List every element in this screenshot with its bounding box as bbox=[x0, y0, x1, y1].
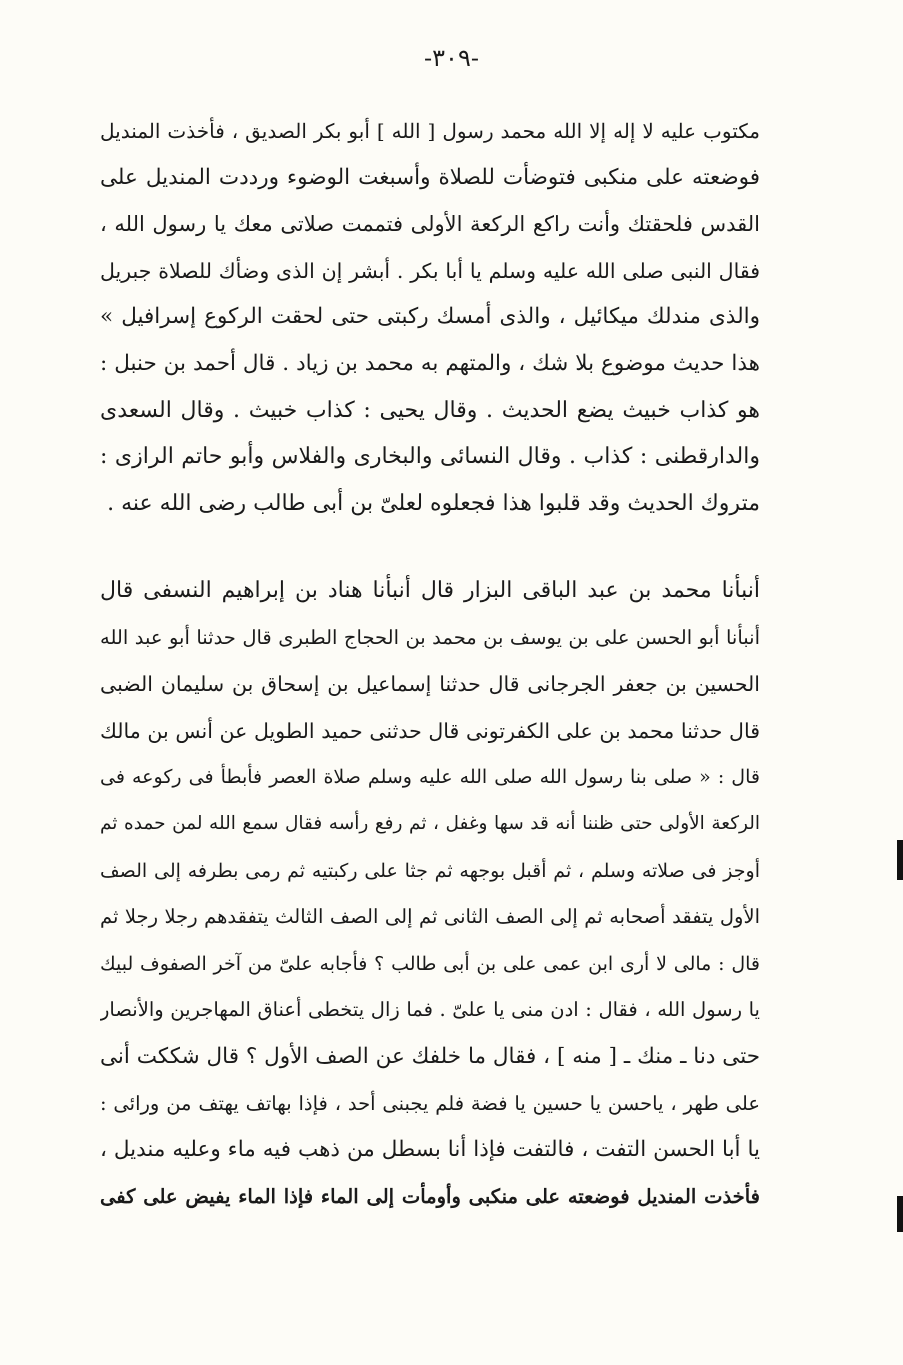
text-line: قال : مالى لا أرى ابن عمى على بن أبى طالب ؟ فأجابه علىّ من آخر الصفوف لبيك bbox=[100, 952, 760, 975]
paragraph-2 bbox=[100, 568, 760, 1220]
text-line: قال : « صلى بنا رسول الله صلى الله عليه وسلم صلاة العصر فأبطأ فى ركوعه فى bbox=[100, 766, 760, 789]
text-line: فأخذت المنديل فوضعته على منكبى وأومأت إلى الماء فإذا الماء يفيض على كفى bbox=[100, 1184, 760, 1208]
scan-edge-mark bbox=[897, 840, 903, 880]
text-line: قال حدثنا محمد بن على الكفرتونى قال حدثنى حميد الطويل عن أنس بن مالك bbox=[100, 718, 760, 743]
text-line: الحسين بن جعفر الجرجانى قال حدثنا إسماعيل بن إسحاق بن سليمان الضبى bbox=[100, 672, 760, 697]
text-line: متروك الحديث وقد قلبوا هذا فجعلوه لعلىّ بن أبى طالب رضى الله عنه . bbox=[107, 490, 760, 516]
text-line: أنبأنا محمد بن عبد الباقى البزار قال أنبأنا هناد بن إبراهيم النسفى قال bbox=[100, 578, 760, 603]
text-line: والذى مندلك ميكائيل ، والذى أمسك ركبتى حتى لحقت الركوع إسرافيل » bbox=[100, 304, 760, 330]
text-line: فقال النبى صلى الله عليه وسلم يا أبا بكر . أبشر إن الذى وضأك للصلاة جبريل bbox=[100, 258, 760, 283]
text-line: والدارقطنى : كذاب . وقال النسائى والبخارى والفلاس وأبو حاتم الرازى : bbox=[100, 444, 760, 470]
text-line: يا أبا الحسن التفت ، فالتفت فإذا أنا بسطل من ذهب فيه ماء وعليه منديل ، bbox=[100, 1137, 760, 1163]
paragraph-1 bbox=[100, 108, 760, 527]
scan-edge-mark bbox=[897, 1196, 903, 1232]
text-line: أنبأنا أبو الحسن على بن يوسف بن محمد بن الحجاج الطبرى قال حدثنا أبو عبد الله bbox=[100, 625, 760, 649]
text-line: فوضعته على منكبى فتوضأت للصلاة وأسبغت الوضوء ورددت المنديل على bbox=[100, 164, 760, 190]
text-line: حتى دنا ـ منك ـ [ منه ] ، فقال ما خلفك عن الصف الأول ؟ قال شككت أنى bbox=[100, 1043, 760, 1069]
text-line: على طهر ، ياحسن يا حسين يا فضة فلم يجبنى أحد ، فإذا بهاتف يهتف من ورائى : bbox=[100, 1091, 760, 1115]
text-line: مكتوب عليه لا إله إلا الله محمد رسول [ الله ] أبو بكر الصديق ، فأخذت المنديل bbox=[100, 119, 760, 143]
text-line: الأول يتفقد أصحابه ثم إلى الصف الثانى ثم إلى الصف الثالث يتفقدهم رجلا رجلا ثم bbox=[100, 905, 760, 929]
text-line: يا رسول الله ، فقال : ادن منى يا علىّ . فما زال يتخطى أعناق المهاجرين والأنصار bbox=[100, 998, 760, 1022]
text-line: هذا حديث موضوع بلا شك ، والمتهم به محمد بن زياد . قال أحمد بن حنبل : bbox=[100, 350, 760, 376]
text-line: هو كذاب خبيث يضع الحديث . وقال يحيى : كذاب خبيث . وقال السعدى bbox=[100, 397, 760, 423]
text-line: أوجز فى صلاته وسلم ، ثم أقبل بوجهه ثم جثا على ركبتيه ثم رمى بطرفه إلى الصف bbox=[100, 859, 760, 882]
text-line: القدس فلحقتك وأنت راكع الركعة الأولى فتممت صلاتى معك يا رسول الله ، bbox=[100, 212, 760, 237]
page-number: -٣٠٩- bbox=[424, 44, 479, 72]
text-line: الركعة الأولى حتى ظننا أنه قد سها وغفل ، ثم رفع رأسه فقال سمع الله لمن حمده ثم bbox=[100, 812, 760, 834]
